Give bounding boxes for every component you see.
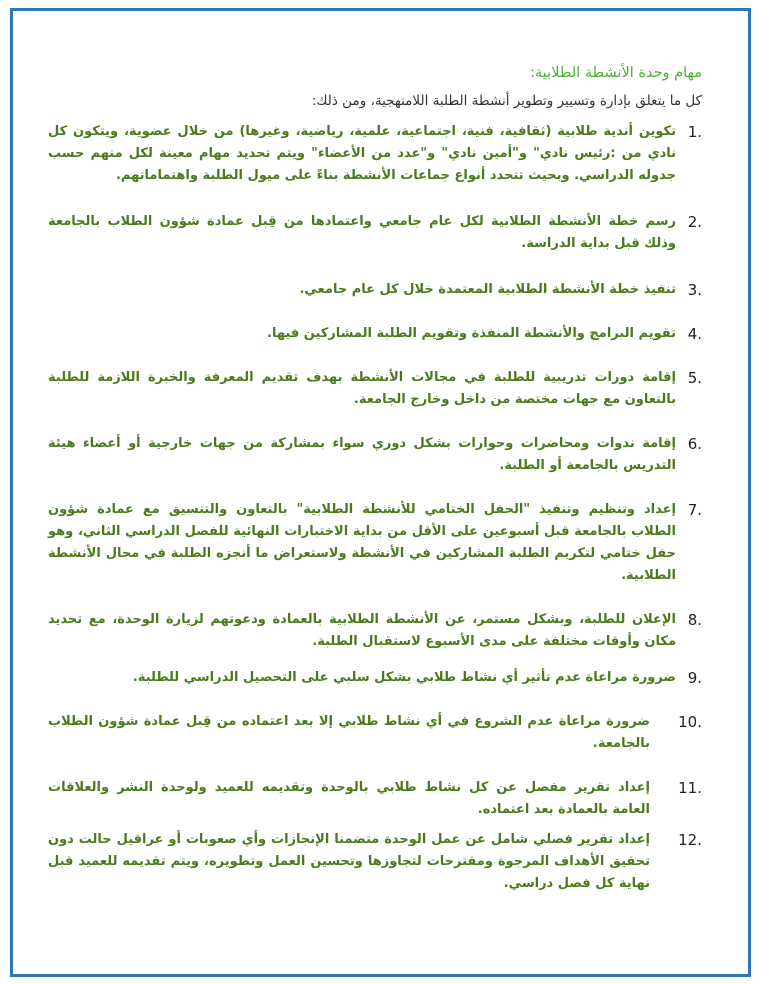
list-item [48, 211, 702, 255]
item-text: إقامة دورات تدريبية للطلبة في مجالات الأنشطة بهدف تقديم المعرفة والخبرة اللازمة للطلبة بالتعاون مع جهات مختصة من داخل وخارج الجامعة. [48, 370, 676, 407]
item-text: رسم خطة الأنشطة الطلابية لكل عام جامعي واعتمادها من قِبل عمادة شؤون الطلاب بالجامعة وذلك قبل بداية الدراسة. [48, 214, 676, 251]
list-item [48, 499, 702, 587]
item-number: 8. [687, 611, 702, 629]
list-item [48, 711, 702, 755]
item-text: إعداد تقرير مفصل عن كل نشاط طلابي بالوحدة وتقديمه للعميد ولوحدة النشر والعلاقات العامة بالعمادة بعد اعتماده. [48, 780, 650, 817]
item-number: 2. [687, 213, 702, 231]
item-text: تكوين أندية طلابية (ثقافية، فنية، اجتماعية، علمية، رياضية، وغيرها) من خلال عضوية، ويتكون كل نادي من :رئيس نادي" و"أمين نادي" و"عدد من الأعضاء" ويتم تحديد مهام معينة لكل منهم حسب جدوله الدراسي. وبحيث تتحدد أنواع جماعات الأنشطة بناءً على ميول الطلبة واهتماماتهم. [48, 124, 676, 183]
item-number: 9. [687, 669, 702, 687]
item-text: ضرورة مراعاة عدم تأثير أي نشاط طلابي بشكل سلبي على التحصيل الدراسي للطلبة. [132, 670, 676, 685]
task-list [48, 121, 702, 895]
list-item [48, 777, 702, 821]
item-text: إعداد تقرير فصلي شامل عن عمل الوحدة متضمنا الإنجازات وأي صعوبات أو عراقيل حالت دون تحقيق الأهداف المرجوة ومقترحات لتجاوزها وتحسين العمل وتطويره، ويتم تقديمه للعميد قبل نهاية كل فصل دراسي. [48, 832, 650, 891]
item-number: 1. [687, 123, 702, 141]
item-text: إقامة ندوات ومحاضرات وحوارات بشكل دوري سواء بمشاركة من جهات خارجية أو أعضاء هيئة التدريس بالجامعة أو الطلبة. [48, 436, 676, 473]
list-item [48, 279, 702, 301]
item-number: 3. [687, 281, 702, 299]
item-number: 6. [687, 435, 702, 453]
item-text: الإعلان للطلبة، وبشكل مستمر، عن الأنشطة الطلابية بالعمادة ودعوتهم لزيارة الوحدة، مع تحديد مكان وأوقات مختلفة على مدى الأسبوع لاستقبال الطلبة. [48, 612, 676, 649]
item-number: 5. [687, 369, 702, 387]
item-number: 11. [678, 779, 702, 797]
item-number: 12. [678, 831, 702, 849]
item-number: 7. [687, 501, 702, 519]
list-item [48, 323, 702, 345]
item-number: 4. [687, 325, 702, 343]
item-text: ضرورة مراعاة عدم الشروع في أي نشاط طلابي إلا بعد اعتماده من قِبل عمادة شؤون الطلاب بالجامعة. [48, 714, 650, 751]
intro-paragraph: كل ما يتعلق بإدارة وتسيير وتطوير أنشطة الطلبة اللامنهجية، ومن ذلك: [311, 93, 702, 109]
list-item [48, 829, 702, 895]
list-item [48, 121, 702, 187]
list-item [48, 609, 702, 653]
item-number: 10. [678, 713, 702, 731]
item-text: إعداد وتنظيم وتنفيذ "الحفل الختامي للأنشطة الطلابية" بالتعاون والتنسيق مع عمادة شؤون الطلاب بالجامعة قبل أسبوعين على الأقل من بداية الاختبارات النهائية للفصل الدراسي الثاني، وهو حفل ختامي لتكريم الطلبة المشاركين في الأنشطة ولاستعراض ما أنجزه الطلبة في مجال الأنشطة الطلابية. [48, 502, 676, 583]
list-item [48, 367, 702, 411]
section-title: مهام وحدة الأنشطة الطلابية: [530, 65, 702, 81]
list-item [48, 667, 702, 689]
list-item [48, 433, 702, 477]
document-body [48, 62, 702, 895]
item-text: تنفيذ خطة الأنشطة الطلابية المعتمدة خلال كل عام جامعي. [299, 282, 676, 297]
item-text: تقويم البرامج والأنشطة المنفذة وتقويم الطلبة المشاركين فيها. [267, 326, 676, 341]
